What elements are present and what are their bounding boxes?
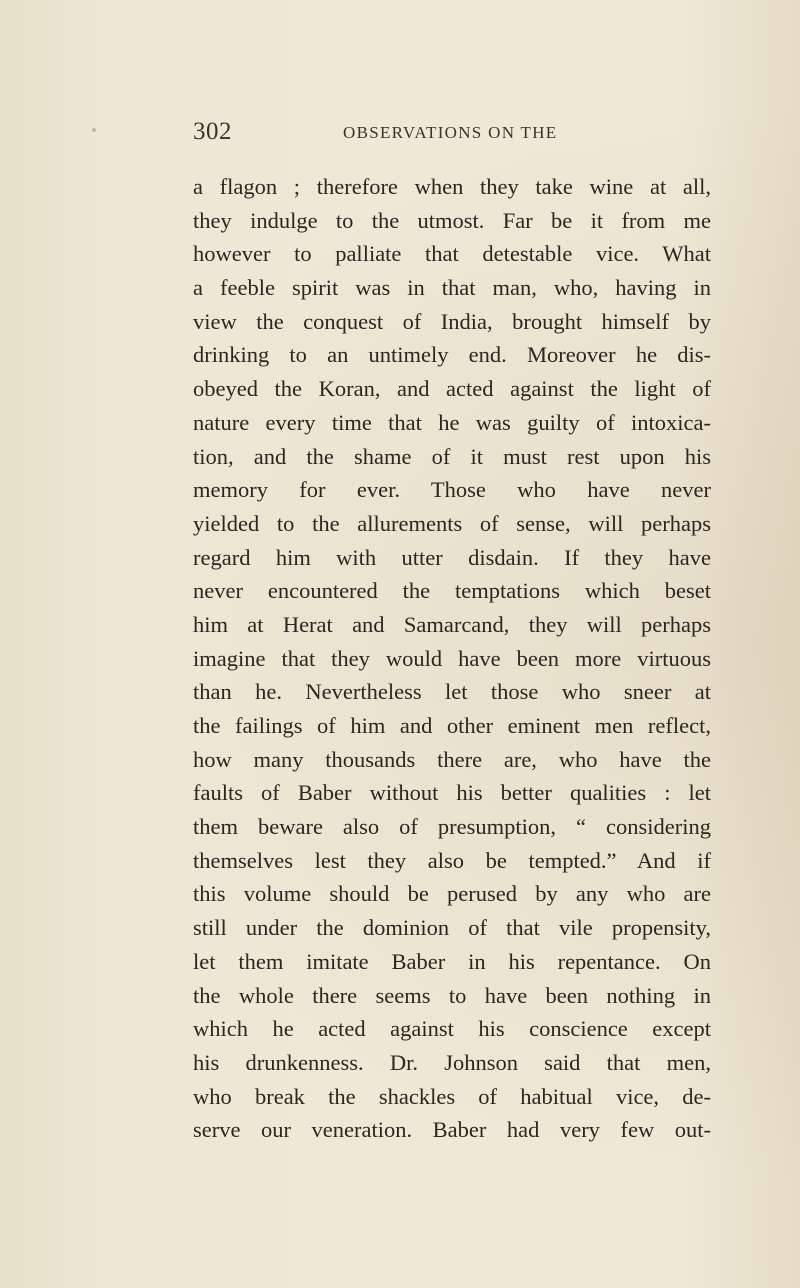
text-line: his drunkenness. Dr. Johnson said that men, — [193, 1049, 711, 1075]
text-line: who break the shackles of habitual vice, de- — [193, 1083, 711, 1109]
text-line: obeyed the Koran, and acted against the light of — [193, 376, 711, 402]
text-line: let them imitate Baber in his repentance. On — [193, 948, 711, 974]
text-line: the failings of him and other eminent men reflect, — [193, 713, 711, 738]
text-line: drinking to an untimely end. Moreover he dis- — [193, 342, 711, 368]
text-line: memory for ever. Those who have never — [193, 477, 711, 503]
body-text — [193, 170, 711, 1147]
text-line: than he. Nevertheless let those who sneer at — [193, 679, 711, 705]
text-line: him at Herat and Samarcand, they will perhaps — [193, 611, 711, 637]
text-line: themselves lest they also be tempted.” And if — [193, 847, 711, 873]
text-line: serve our veneration. Baber had very few out- — [193, 1117, 711, 1143]
text-line: regard him with utter disdain. If they have — [193, 544, 711, 570]
text-line: still under the dominion of that vile propensity, — [193, 915, 711, 941]
page-header — [0, 118, 800, 148]
text-line: view the conquest of India, brought himself by — [193, 308, 711, 334]
text-line: a feeble spirit was in that man, who, having in — [193, 275, 711, 301]
text-line: imagine that they would have been more virtuous — [193, 645, 711, 671]
text-line: a flagon ; therefore when they take wine at all, — [193, 174, 711, 199]
text-line: this volume should be perused by any who are — [193, 881, 711, 907]
running-head: OBSERVATIONS ON THE — [343, 123, 558, 142]
text-line: never encountered the temptations which beset — [193, 578, 711, 604]
text-line: however to palliate that detestable vice. What — [193, 241, 711, 267]
text-line: tion, and the shame of it must rest upon his — [193, 443, 711, 469]
text-line: the whole there seems to have been nothing in — [193, 982, 711, 1008]
page-number: 302 — [193, 118, 232, 145]
text-line: them beware also of presumption, “ considering — [193, 814, 711, 840]
text-line: yielded to the allurements of sense, will perhaps — [193, 510, 711, 536]
text-line: nature every time that he was guilty of intoxica- — [193, 409, 711, 435]
text-line: which he acted against his conscience except — [193, 1016, 711, 1042]
text-line: how many thousands there are, who have the — [193, 746, 711, 772]
text-line: they indulge to the utmost. Far be it from me — [193, 207, 711, 233]
text-line: faults of Baber without his better qualities : let — [193, 780, 711, 806]
